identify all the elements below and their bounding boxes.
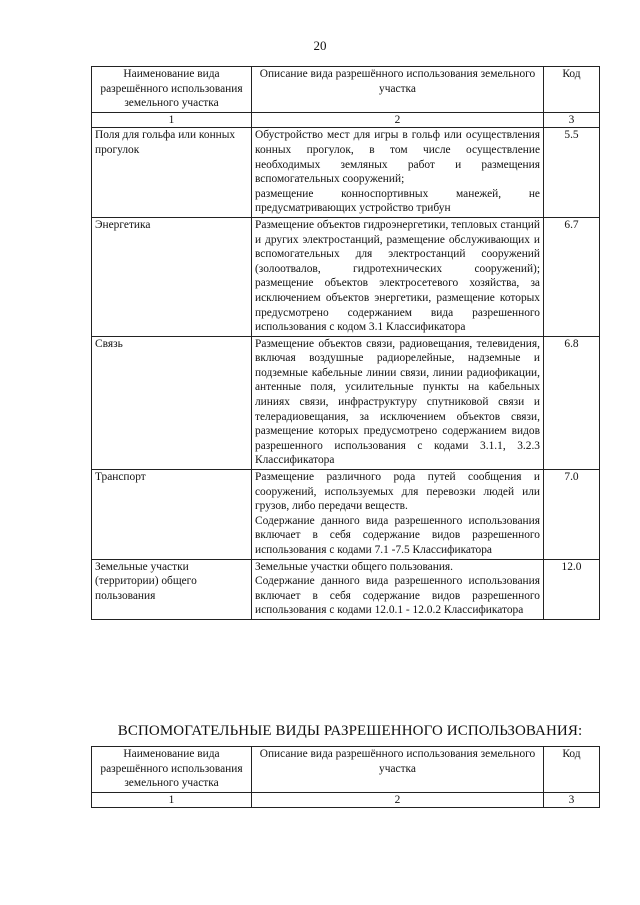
use-description (252, 470, 544, 560)
table-header-row (92, 67, 600, 113)
header-description: Описание вида разрешённого использования земельного участка (252, 747, 544, 793)
main-use-table (91, 66, 600, 620)
column-number: 1 (92, 792, 252, 808)
header-code: Код (544, 747, 600, 793)
description-paragraph: Размещение объектов связи, радиовещания, телевидения, включая воздушные радиорелейные, надземные и подземные кабельные линии связи, линии радиофикации, антенные поля, усилительные пункты на кабельных линиях связи, инфраструктуру спутниковой связи и телерадиовещания, за исключением объектов связи, размещение которых предусмотрено содержанием видов разрешенного использования с кодами 3.1.1, 3.2.3 Классификатора (255, 337, 540, 467)
use-description (252, 128, 544, 218)
column-number: 3 (544, 792, 600, 808)
table-row (92, 336, 600, 469)
column-number-row (92, 792, 600, 808)
use-name: Связь (92, 336, 252, 469)
use-name: Поля для гольфа или конных прогулок (92, 128, 252, 218)
table-header-row (92, 747, 600, 793)
description-paragraph: Размещение различного рода путей сообщения и сооружений, используемых для перевозки людей или грузов, либо передачи веществ. (255, 471, 540, 513)
table-row (92, 128, 600, 218)
use-code: 6.8 (544, 336, 600, 469)
section-heading-auxiliary-uses: ВСПОМОГАТЕЛЬНЫЕ ВИДЫ РАЗРЕШЕННОГО ИСПОЛЬЗОВАНИЯ: (117, 723, 583, 739)
column-number: 3 (544, 112, 600, 128)
description-paragraph: Обустройство мест для игры в гольф или осуществления конных прогулок, в том числе осуществление необходимых земляных работ и размещения вспомогательных сооружений; (255, 129, 540, 186)
column-number-row (92, 112, 600, 128)
table-row (92, 470, 600, 560)
use-description (252, 336, 544, 469)
header-code: Код (544, 67, 600, 113)
table-row (92, 217, 600, 336)
use-name: Энергетика (92, 217, 252, 336)
column-number: 2 (252, 792, 544, 808)
description-paragraph: Содержание данного вида разрешенного использования включает в себя содержание видов разрешенного использования с кодами 7.1 -7.5 Классификатора (255, 514, 540, 556)
use-code: 12.0 (544, 559, 600, 619)
use-description (252, 217, 544, 336)
use-name: Земельные участки (территории) общего пользования (92, 559, 252, 619)
use-code: 5.5 (544, 128, 600, 218)
use-code: 7.0 (544, 470, 600, 560)
use-name: Транспорт (92, 470, 252, 560)
description-paragraph: Содержание данного вида разрешенного использования включает в себя содержание видов разрешенного использования с кодами 12.0.1 - 12.0.2 Классификатора (255, 575, 540, 617)
auxiliary-use-table (91, 746, 600, 808)
page-number: 20 (313, 38, 327, 53)
header-name: Наименование вида разрешённого использования земельного участка (92, 67, 252, 113)
column-number: 1 (92, 112, 252, 128)
header-description: Описание вида разрешённого использования земельного участка (252, 67, 544, 113)
description-paragraph: Земельные участки общего пользования. (255, 560, 454, 573)
column-number: 2 (252, 112, 544, 128)
description-paragraph: размещение конноспортивных манежей, не предусматривающих устройство трибун (255, 187, 540, 215)
use-description (252, 559, 544, 619)
table-row (92, 559, 600, 619)
header-name: Наименование вида разрешённого использования земельного участка (92, 747, 252, 793)
use-code: 6.7 (544, 217, 600, 336)
description-paragraph: Размещение объектов гидроэнергетики, тепловых станций и других электростанций, размещение обслуживающих и вспомогательных для электростанций сооружений (золоотвалов, гидротехнических сооружений); размещение объектов электросетевого хозяйства, за исключением объектов энергетики, размещение которых предусмотрено содержанием вида разрешенного использования с кодом 3.1 Классификатора (255, 218, 540, 334)
